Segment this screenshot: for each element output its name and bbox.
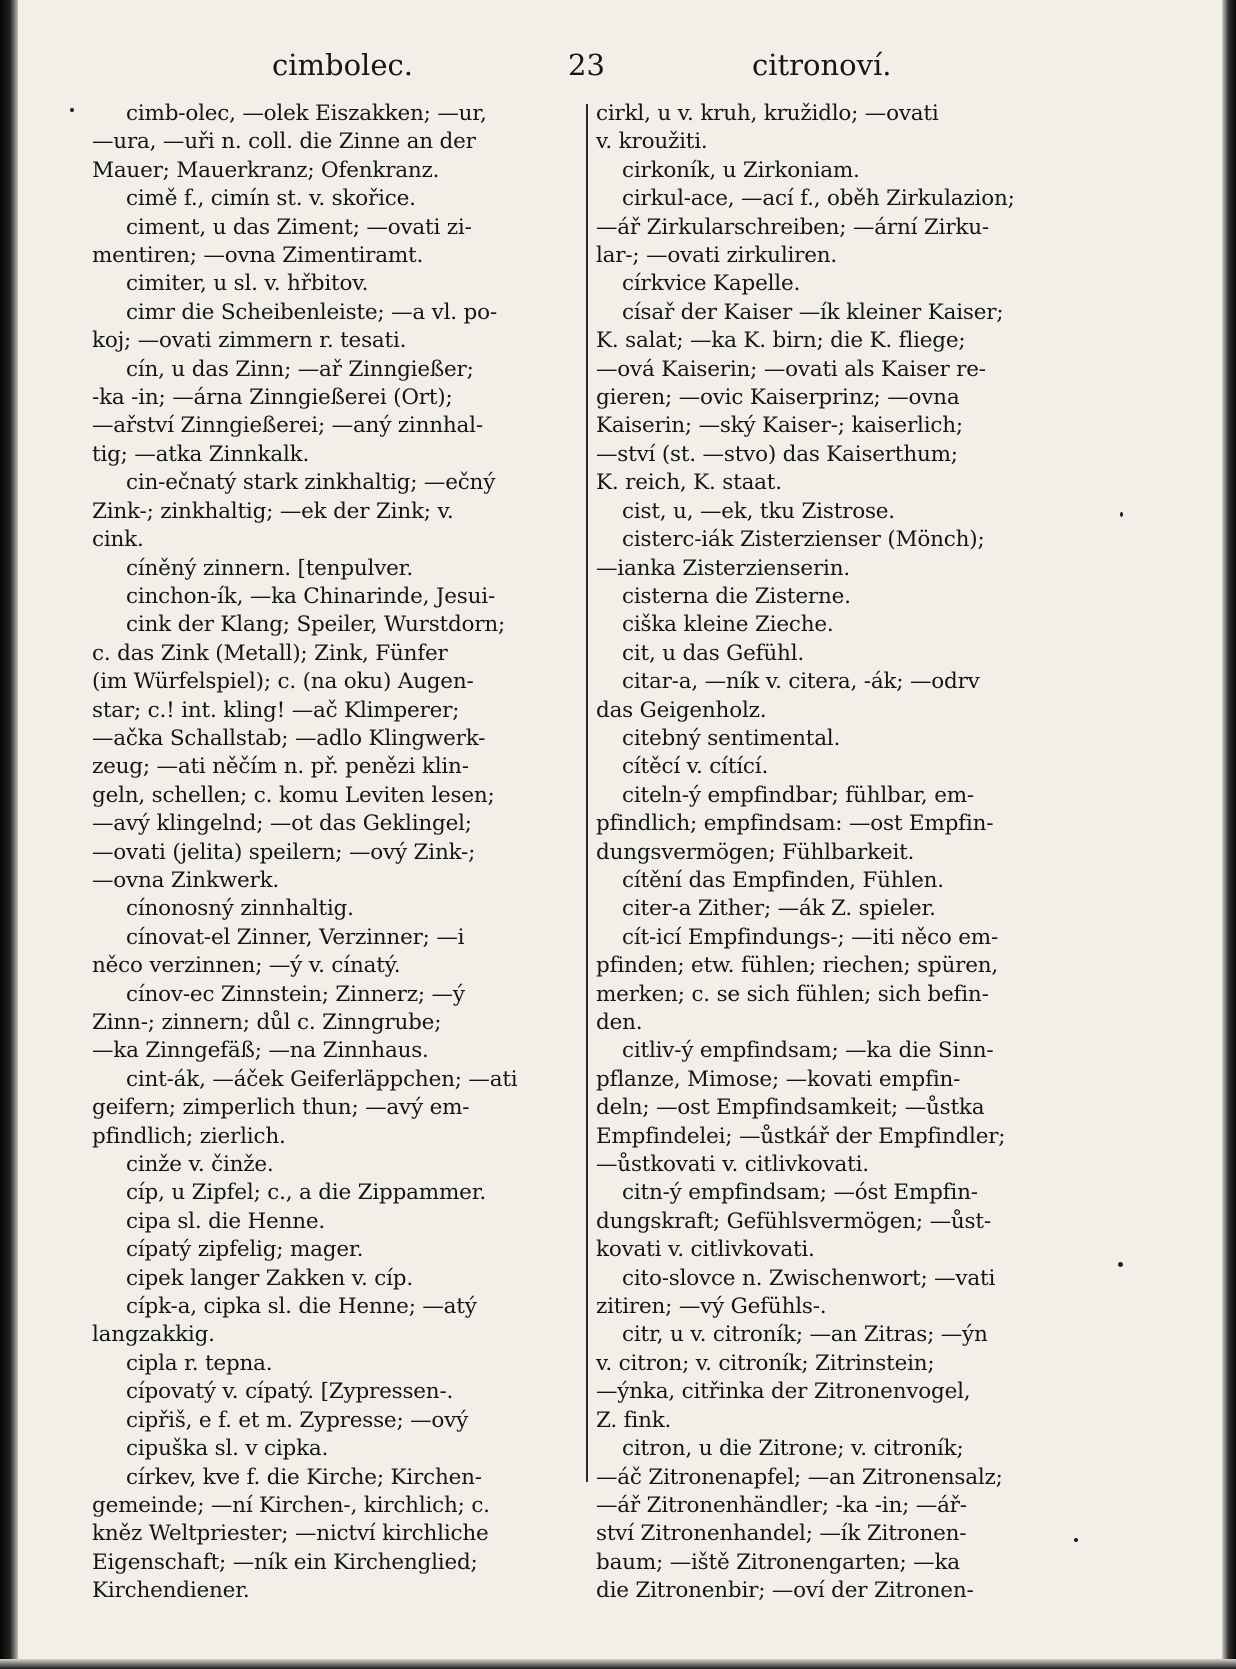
dictionary-line: cipek langer Zakken v. cíp. [126,1265,414,1291]
dictionary-line: dungsvermögen; Fühlbarkeit. [596,839,915,865]
left-page-edge-shadow [0,0,18,1669]
dictionary-line: citr, u v. citroník; —an Zitras; —ýn [622,1322,988,1348]
dictionary-line: cipa sl. die Henne. [126,1208,326,1234]
running-header [0,48,1236,88]
dictionary-line: mentiren; —ovna Zimentiramt. [92,243,424,269]
header-first-word: cimbolec. [272,48,413,82]
dictionary-line: zeug; —ati něčím n. př. penězi klin- [92,754,469,780]
dictionary-line: Z. fink. [596,1407,672,1433]
dictionary-line: v. citron; v. citroník; Zitrinstein; [596,1350,935,1376]
dictionary-line: citer-a Zither; —ák Z. spieler. [622,896,936,922]
dictionary-line: geln, schellen; c. komu Leviten lesen; [92,782,495,808]
dictionary-line: v. kroužiti. [596,129,708,155]
dictionary-line: Mauer; Mauerkranz; Ofenkranz. [92,157,440,183]
print-speck [1118,1262,1123,1267]
dictionary-line: cíněný zinnern. [tenpulver. [126,555,414,581]
right-page-edge-shadow [1222,0,1236,1669]
dictionary-line: merken; c. se sich fühlen; sich befin- [596,981,989,1007]
dictionary-line: citron, u die Zitrone; v. citroník; [622,1436,964,1462]
dictionary-line: cípk-a, cipka sl. die Henne; —atý [126,1294,477,1320]
dictionary-line: —ařství Zinngießerei; —aný zinnhal- [92,413,483,439]
dictionary-line: Zink-; zinkhaltig; —ek der Zink; v. [92,498,454,524]
dictionary-line: ciment, u das Ziment; —ovati zi- [126,214,472,240]
dictionary-line: cist, u, —ek, tku Zistrose. [622,498,895,524]
dictionary-line: pfinden; etw. fühlen; riechen; spüren, [596,953,999,979]
header-last-word: citronoví. [752,48,892,82]
dictionary-line: c. das Zink (Metall); Zink, Fünfer [92,640,448,666]
dictionary-line: citeln-ý empfindbar; fühlbar, em- [622,782,974,808]
dictionary-line: Zinn-; zinnern; důl c. Zinngrube; [92,1010,442,1035]
dictionary-line: cípatý zipfelig; mager. [126,1237,364,1263]
dictionary-line: cínovat-el Zinner, Verzinner; —i [126,924,465,950]
dictionary-line: —ůstkovati v. citlivkovati. [596,1152,869,1178]
dictionary-line: cisterna die Zisterne. [622,583,851,609]
dictionary-line: ství Zitronenhandel; —ík Zitronen- [596,1521,967,1547]
dictionary-line: cirkoník, u Zirkoniam. [622,157,860,183]
dictionary-line: gemeinde; —ní Kirchen-, kirchlich; c. [92,1492,490,1518]
dictionary-line: —áč Zitronenapfel; —an Zitronensalz; [596,1464,1003,1490]
dictionary-line: das Geigenholz. [596,697,767,723]
dictionary-line: cin-ečnatý stark zinkhaltig; —ečný [126,470,496,496]
bottom-page-edge-shadow [0,1659,1236,1669]
dictionary-line: —ář Zitronenhändler; -ka -in; —ář- [596,1492,967,1518]
dictionary-line: gieren; —ovic Kaiserprinz; —ovna [596,385,960,411]
dictionary-line: —ačka Schallstab; —adlo Klingwerk- [92,725,486,751]
dictionary-line: koj; —ovati zimmern r. tesati. [92,328,407,354]
dictionary-line: cítěcí v. cítící. [622,754,769,780]
dictionary-line: císař der Kaiser —ík kleiner Kaiser; [622,299,1004,325]
print-speck [1120,512,1123,517]
dictionary-line: deln; —ost Empfindsamkeit; —ůstka [596,1095,985,1121]
dictionary-line: cipuška sl. v cipka. [126,1436,329,1462]
dictionary-line: Eigenschaft; —ník ein Kirchenglied; [92,1549,478,1575]
left-dictionary-column [92,100,584,1604]
dictionary-line: tig; —atka Zinnkalk. [92,441,310,467]
dictionary-line: Kaiserin; —ský Kaiser-; kaiserlich; [596,413,963,439]
dictionary-line: cint-ák, —áček Geiferläppchen; —ati [126,1066,518,1092]
dictionary-line: —ianka Zisterzienserin. [596,555,850,581]
dictionary-line: lar-; —ovati zirkuliren. [596,243,838,269]
dictionary-line: —ství (st. —stvo) das Kaiserthum; [596,441,958,467]
dictionary-line: cinže v. činže. [126,1152,274,1178]
print-speck [1074,1538,1078,1542]
dictionary-line: -ka -in; —árna Zinngießerei (Ort); [92,385,453,411]
dictionary-line: cisterc-iák Zisterzienser (Mönch); [622,527,985,553]
dictionary-line: cimb-olec, —olek Eiszakken; —ur, [126,101,487,126]
dictionary-line: langzakkig. [92,1322,215,1348]
dictionary-line: cít-icí Empfindungs-; —iti něco em- [622,924,999,950]
dictionary-line: ciška kleine Zieche. [622,612,834,638]
dictionary-line: cit, u das Gefühl. [622,640,805,666]
dictionary-line: —ová Kaiserin; —ovati als Kaiser re- [596,356,986,382]
dictionary-line: Kirchendiener. [92,1578,250,1604]
dictionary-line: star; c.! int. kling! —ač Klimperer; [92,697,460,723]
dictionary-line: cínonosný zinnhaltig. [126,896,354,922]
dictionary-line: K. salat; —ka K. birn; die K. fliege; [596,328,966,354]
dictionary-line: cimiter, u sl. v. hřbitov. [126,271,369,297]
dictionary-line: —avý klingelnd; —ot das Geklingel; [92,811,472,837]
dictionary-line: kovati v. citlivkovati. [596,1237,815,1263]
dictionary-line: —ura, —uři n. coll. die Zinne an der [92,129,476,155]
dictionary-line: cirkul-ace, —ací f., oběh Zirkulazion; [622,186,1015,212]
dictionary-line: cipřiš, e f. et m. Zypresse; —ový [126,1407,469,1433]
dictionary-line: cimr die Scheibenleiste; —a vl. po- [126,299,497,325]
dictionary-line: —ovati (jelita) speilern; —ový Zink-; [92,839,476,865]
dictionary-line: baum; —iště Zitronengarten; —ka [596,1549,960,1575]
dictionary-line: církvice Kapelle. [622,271,801,297]
dictionary-line: cito-slovce n. Zwischenwort; —vati [622,1265,996,1291]
dictionary-line: —ář Zirkularschreiben; —ární Zirku- [596,214,989,240]
dictionary-line: den. [596,1010,643,1035]
dictionary-line: zitiren; —vý Gefühls-. [596,1294,827,1320]
dictionary-line: cirkl, u v. kruh, kružidlo; —ovati [596,101,939,126]
dictionary-line: dungskraft; Gefühlsvermögen; —ůst- [596,1208,991,1234]
dictionary-line: Empfindelei; —ůstkář der Empfindler; [596,1123,1006,1149]
dictionary-line: pfindlich; zierlich. [92,1123,286,1149]
column-divider-rule [586,104,588,1482]
dictionary-line: cín, u das Zinn; —ař Zinngießer; [126,356,474,382]
dictionary-line: cink. [92,527,144,553]
dictionary-line: kněz Weltpriester; —nictví kirchliche [92,1521,489,1547]
dictionary-line: cimě f., cimín st. v. skořice. [126,186,416,212]
dictionary-line: cink der Klang; Speiler, Wurstdorn; [126,612,506,638]
dictionary-line: cinchon-ík, —ka Chinarinde, Jesui- [126,583,496,609]
print-speck [70,108,74,112]
dictionary-line: —ovna Zinkwerk. [92,867,280,893]
dictionary-line: citebný sentimental. [622,725,841,751]
dictionary-line: —ýnka, citřinka der Zitronenvogel, [596,1379,971,1405]
dictionary-line: citar-a, —ník v. citera, -ák; —odrv [622,669,980,695]
right-dictionary-column [596,100,1072,1604]
dictionary-line: cínov-ec Zinnstein; Zinnerz; —ý [126,981,465,1007]
dictionary-line: něco verzinnen; —ý v. cínatý. [92,953,401,979]
dictionary-line: pflanze, Mimose; —kovati empfin- [596,1066,961,1092]
dictionary-line: cípovatý v. cípatý. [Zypressen-. [126,1379,454,1405]
dictionary-line: die Zitronenbir; —oví der Zitronen- [596,1578,974,1604]
dictionary-line: cíp, u Zipfel; c., a die Zippammer. [126,1180,487,1206]
dictionary-line: K. reich, K. staat. [596,470,782,496]
dictionary-line: (im Würfelspiel); c. (na oku) Augen- [92,669,474,695]
dictionary-line: cítění das Empfinden, Fühlen. [622,867,944,893]
dictionary-line: citliv-ý empfindsam; —ka die Sinn- [622,1038,994,1064]
dictionary-line: geifern; zimperlich thun; —avý em- [92,1095,470,1121]
dictionary-line: cipla r. tepna. [126,1350,273,1376]
dictionary-line: citn-ý empfindsam; —óst Empfin- [622,1180,978,1206]
page-number: 23 [568,48,605,82]
dictionary-line: pfindlich; empfindsam: —ost Empfin- [596,811,994,837]
dictionary-line: —ka Zinngefäß; —na Zinnhaus. [92,1038,429,1064]
dictionary-line: církev, kve f. die Kirche; Kirchen- [126,1464,482,1490]
